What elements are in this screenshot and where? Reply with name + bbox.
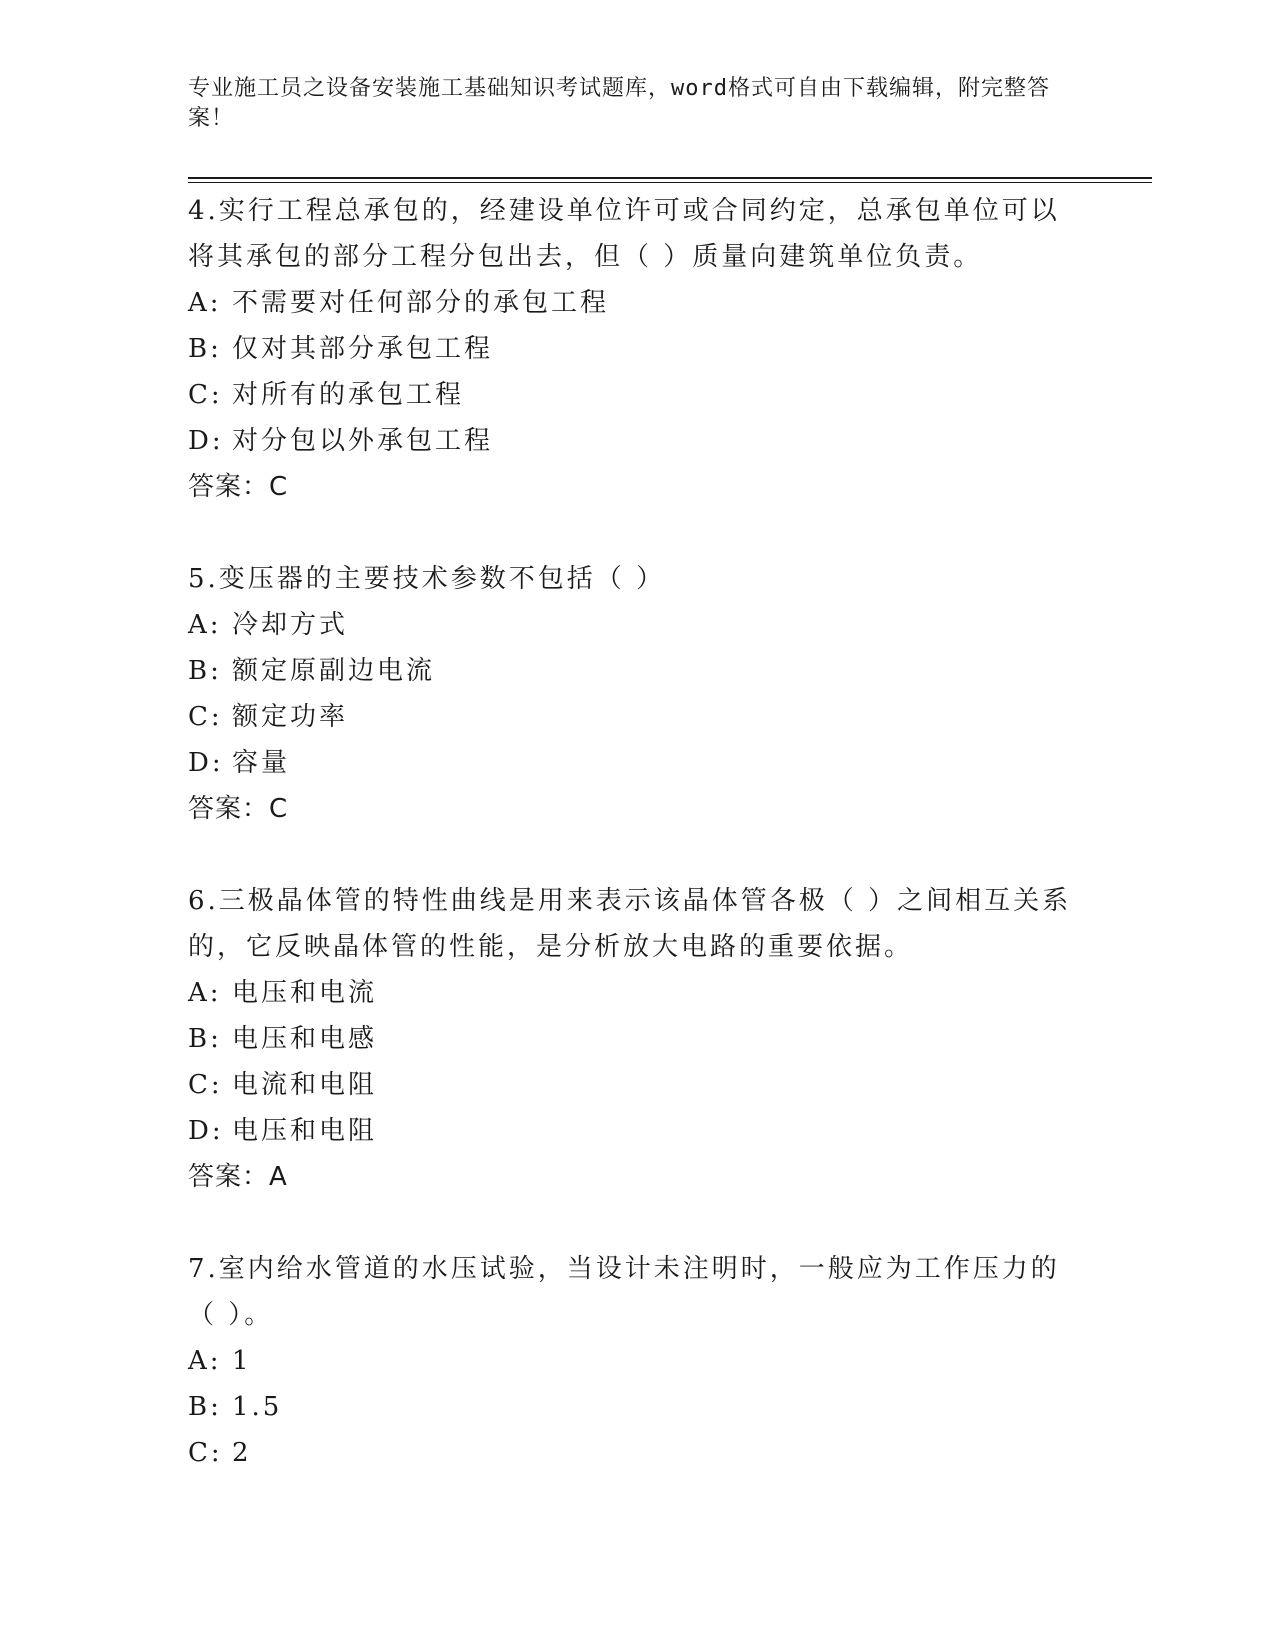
- question-5: [188, 556, 1088, 878]
- option-text: 额定原副边电流: [232, 656, 436, 686]
- option-c: [188, 372, 1088, 418]
- option-text: 额定功率: [232, 702, 349, 732]
- option-c: [188, 694, 1088, 740]
- option-b: [188, 648, 1088, 694]
- option-text: 对所有的承包工程: [232, 380, 465, 410]
- question-6: [188, 878, 1088, 1246]
- option-text: 电压和电流: [232, 978, 378, 1008]
- option-text: 对分包以外承包工程: [232, 426, 494, 456]
- option-a: [188, 970, 1088, 1016]
- option-letter: A:: [188, 1346, 222, 1376]
- option-d: [188, 418, 1088, 464]
- option-a: [188, 602, 1088, 648]
- question-7: [188, 1246, 1088, 1476]
- question-list: [188, 188, 1088, 1476]
- option-a: [188, 280, 1088, 326]
- option-a: [188, 1338, 1088, 1384]
- question-text: 6.三极晶体管的特性曲线是用来表示该晶体管各极（ ）之间相互关系的，它反映晶体管的性能，是分析放大电路的重要依据。: [188, 886, 1072, 962]
- option-letter: A:: [188, 978, 222, 1008]
- option-b: [188, 1384, 1088, 1430]
- option-text: 电流和电阻: [232, 1070, 378, 1100]
- question-text: 4.实行工程总承包的，经建设单位许可或合同约定，总承包单位可以将其承包的部分工程分包出去，但（ ）质量向建筑单位负责。: [188, 196, 1060, 272]
- option-d: [188, 1108, 1088, 1154]
- option-letter: C:: [188, 1070, 223, 1100]
- option-letter: A:: [188, 288, 222, 318]
- option-letter: A:: [188, 610, 222, 640]
- spacer: [188, 832, 1088, 878]
- option-text: 电压和电感: [232, 1024, 378, 1054]
- option-text: 仅对其部分承包工程: [232, 334, 494, 364]
- answer-line: 答案：C: [188, 794, 289, 824]
- option-text: 冷却方式: [232, 610, 349, 640]
- option-c: [188, 1430, 1088, 1476]
- answer-line: 答案：C: [188, 472, 289, 502]
- header-divider-thick: [188, 177, 1152, 179]
- option-text: 不需要对任何部分的承包工程: [232, 288, 610, 318]
- option-c: [188, 1062, 1088, 1108]
- option-letter: B:: [188, 1024, 222, 1054]
- option-text: 1: [232, 1346, 252, 1376]
- option-d: [188, 740, 1088, 786]
- option-letter: B:: [188, 334, 222, 364]
- option-b: [188, 1016, 1088, 1062]
- question-4: [188, 188, 1088, 556]
- option-letter: B:: [188, 1392, 222, 1422]
- option-text: 容量: [232, 748, 291, 778]
- option-text: 2: [232, 1438, 252, 1468]
- option-letter: C:: [188, 1438, 223, 1468]
- spacer: [188, 510, 1088, 556]
- option-letter: D:: [188, 748, 224, 778]
- document-header: 专业施工员之设备安装施工基础知识考试题库，word格式可自由下载编辑，附完整答案！: [188, 76, 1050, 131]
- option-text: 电压和电阻: [232, 1116, 378, 1146]
- option-letter: D:: [188, 1116, 224, 1146]
- option-letter: D:: [188, 426, 224, 456]
- spacer: [188, 1200, 1088, 1246]
- question-text: 5.变压器的主要技术参数不包括（ ）: [188, 564, 666, 594]
- header-divider-thin: [188, 182, 1152, 183]
- question-text: 7.室内给水管道的水压试验，当设计未注明时，一般应为工作压力的（ ）。: [188, 1254, 1060, 1330]
- option-letter: C:: [188, 380, 223, 410]
- answer-line: 答案：A: [188, 1162, 288, 1192]
- option-b: [188, 326, 1088, 372]
- option-letter: B:: [188, 656, 222, 686]
- option-text: 1.5: [232, 1392, 283, 1422]
- option-letter: C:: [188, 702, 223, 732]
